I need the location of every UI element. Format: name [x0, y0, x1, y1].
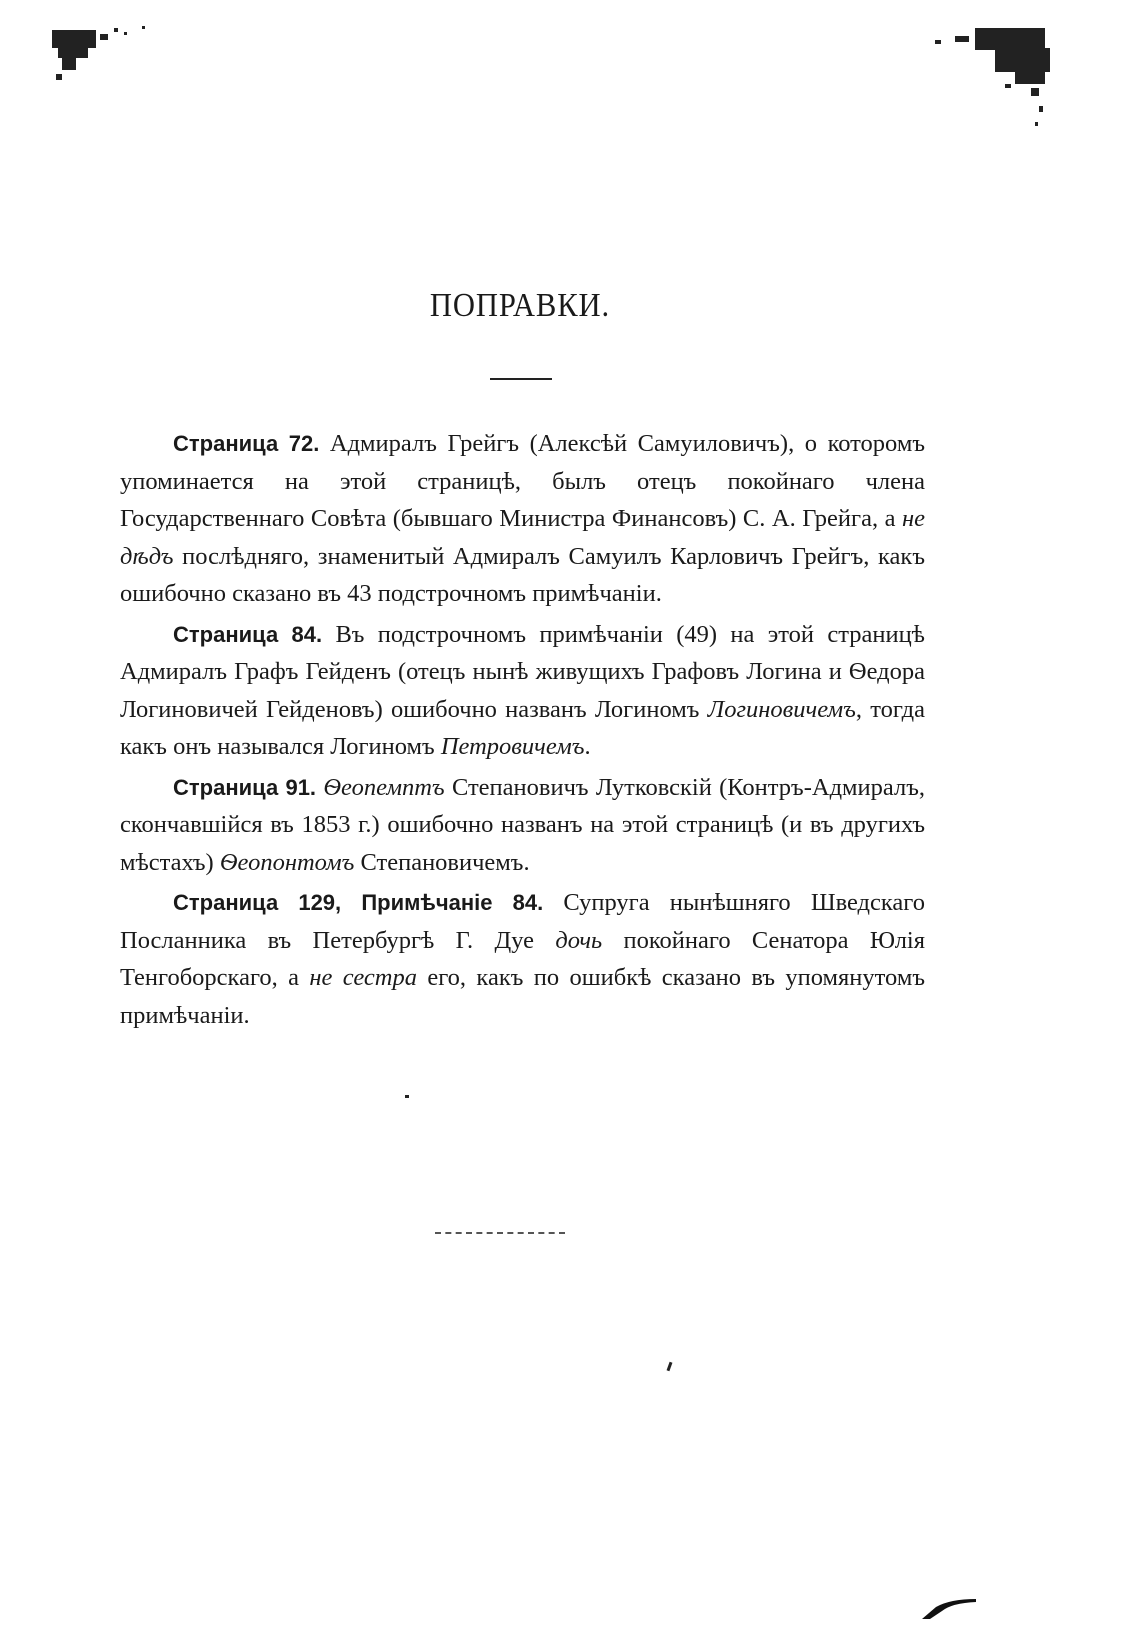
- entry-text: Въ подстрочномъ примѣчаніи (49) на этой страницѣ Адмиралъ Графъ Гейденъ (отецъ нынѣ живущихъ Графовъ Логина и Ѳедора Логиновичей Гейденовъ) ошибочно названъ Логиномъ: [120, 620, 925, 723]
- title-rule: [490, 378, 552, 380]
- entry-heading: Страница 129, Примѣчаніе 84.: [173, 890, 544, 915]
- entry-emphasis: не дѣдъ: [120, 505, 925, 570]
- correction-entry: [120, 425, 925, 613]
- entry-heading: Страница 84.: [173, 621, 323, 647]
- entry-emphasis: Ѳеопонтомъ: [219, 848, 355, 876]
- entry-heading: Страница 72.: [173, 431, 320, 456]
- entry-text: послѣдняго, знаменитый Адмиралъ Самуилъ Карловичъ Грейгъ, какъ ошибочно сказано въ 43 подстрочномъ примѣчаніи.: [120, 542, 925, 607]
- end-rule: [435, 1232, 565, 1234]
- scan-noise-bottom-right: [920, 1595, 980, 1621]
- correction-entry: [120, 884, 925, 1034]
- entry-emphasis: Ѳеопемптъ: [323, 773, 445, 801]
- entry-text: Супруга нынѣшняго Шведскаго Посланника въ Петербургѣ Г. Дуе: [120, 889, 925, 954]
- entry-emphasis: Петровичемъ: [440, 733, 585, 760]
- correction-entry: [120, 769, 925, 882]
- entry-text: покойнаго Сенатора Юлія Тенгоборскаго, а: [120, 926, 925, 991]
- corrections-list: [120, 425, 925, 1037]
- entry-text: , тогда какъ онъ назывался Логиномъ: [120, 695, 925, 760]
- scan-noise-top-right: [935, 18, 1105, 133]
- entry-emphasis: не сестра: [309, 964, 417, 991]
- page-title: ПОПРАВКИ.: [429, 287, 611, 324]
- entry-emphasis: Логиновичемъ: [707, 695, 856, 723]
- entry-text: .: [584, 733, 591, 760]
- entry-text: Степановичъ Лутковскій (Контръ-Адмиралъ, скончавшійся въ 1853 г.) ошибочно названъ на этой страницѣ (и въ другихъ мѣстахъ): [120, 773, 926, 876]
- entry-heading: Страница 91.: [173, 774, 317, 800]
- scan-noise-top-left: [52, 22, 162, 92]
- entry-text: его, какъ по ошибкѣ сказано въ упомянутомъ примѣчаніи.: [120, 964, 925, 1029]
- entry-text: Адмиралъ Грейгъ (Алексѣй Самуиловичъ), о которомъ упоминается на этой страницѣ, былъ отецъ покойнаго члена Государственнаго Совѣта (бывшаго Министра Финансовъ) С. А. Грейга, а: [120, 430, 925, 532]
- entry-emphasis: дочь: [555, 926, 603, 954]
- entry-text: Степановичемъ.: [354, 848, 530, 876]
- correction-entry: [120, 616, 925, 766]
